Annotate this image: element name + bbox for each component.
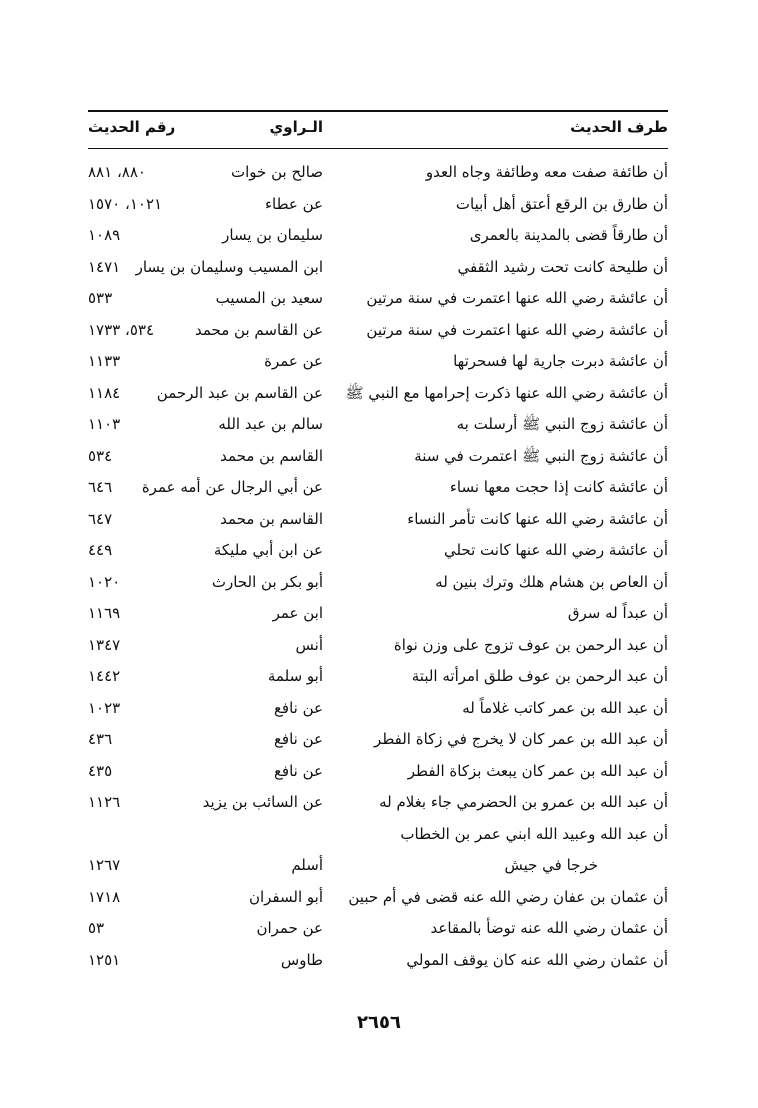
- narrator-cell: عن القاسم بن محمد: [195, 320, 323, 339]
- narrator-cell: سليمان بن يسار: [222, 226, 323, 244]
- narrator-cell: أبو سلمة: [267, 667, 323, 685]
- number-cell: ٥٣٣: [88, 289, 113, 307]
- index-table: [88, 110, 668, 969]
- hadith-cell: أن عبد الله بن عمر كان يبعث بزكاة الفطر: [407, 761, 668, 780]
- hadith-cell: أن عائشة زوج النبي ﷺ اعتمرت في سنة: [414, 446, 668, 465]
- number-cell: ١٠٢٠: [88, 572, 121, 591]
- table-header: [88, 118, 668, 148]
- hadith-cell: أن عبد الله بن عمر كاتب غلاماً له: [462, 698, 668, 717]
- hadith-cell: أن عبد الله بن عمرو بن الحضرمي جاء بغلام له: [379, 793, 668, 811]
- hadith-cell: أن عبد الله بن عمر كان لا يخرج في زكاة الفطر: [374, 730, 668, 748]
- narrator-cell: عن ابن أبي مليكة: [213, 541, 323, 559]
- table-row: [88, 792, 668, 824]
- hadith-cell: أن عائشة رضي الله عنها ذكرت إحرامها مع النبي ﷺ: [345, 383, 668, 402]
- page-number: ٢٦٥٦: [357, 1012, 401, 1033]
- table-row: [88, 446, 668, 478]
- hadith-cell: أن عثمان بن عفان رضي الله عنه قضى في أم حبين: [348, 887, 668, 906]
- narrator-cell: عن القاسم بن عبد الرحمن: [156, 383, 323, 402]
- table-row: [88, 666, 668, 698]
- hadith-cell: أن عبداً له سرق: [567, 604, 668, 622]
- narrator-cell: صالح بن خوات: [231, 163, 323, 181]
- table-row: [88, 477, 668, 509]
- table-row: [88, 320, 668, 352]
- number-cell: ١١٣٣: [88, 352, 121, 370]
- number-cell: ١١٠٣: [88, 415, 121, 433]
- number-cell: ١٠٢١، ١٥٧٠: [88, 194, 163, 213]
- narrator-cell: سالم بن عبد الله: [218, 415, 323, 433]
- table-row: [88, 635, 668, 667]
- narrator-cell: أنس: [295, 635, 323, 654]
- table-row: [88, 887, 668, 919]
- number-cell: ٨٨٠، ٨٨١: [88, 163, 146, 181]
- number-cell: ١١٦٩: [88, 604, 121, 622]
- narrator-cell: عن عطاء: [264, 194, 323, 213]
- table-row: [88, 950, 668, 982]
- number-cell: ٥٣٤، ١٧٣٣: [88, 320, 155, 339]
- hadith-cell: أن عائشة كانت إذا حجت معها نساء: [449, 478, 668, 496]
- hadith-cell: أن عائشة رضي الله عنها كانت تأمر النساء: [407, 509, 668, 528]
- narrator-cell: عن السائب بن يزيد: [202, 793, 323, 811]
- hadith-cell: أن عائشة رضي الله عنها كانت تحلي: [443, 541, 668, 559]
- hadith-cell: أن عائشة رضي الله عنها اعتمرت في سنة مرتين: [366, 320, 668, 339]
- number-cell: ٦٤٦: [88, 478, 113, 496]
- table-row: [88, 603, 668, 635]
- hadith-cell: أن عثمان رضي الله عنه توضأ بالمقاعد: [430, 919, 668, 937]
- table-row: [88, 225, 668, 257]
- number-cell: ١٢٥١: [88, 950, 121, 969]
- hadith-cell: أن عبد الرحمن بن عوف تزوج على وزن نواة: [393, 635, 668, 654]
- number-cell: ١٧١٨: [88, 887, 121, 906]
- hadith-cell: أن عبد الرحمن بن عوف طلق امرأته البتة: [411, 667, 668, 685]
- hadith-cell: أن عثمان رضي الله عنه كان يوقف المولي: [406, 950, 668, 969]
- header-narrator: الـراوي: [269, 118, 323, 136]
- header-rule: [88, 148, 668, 149]
- hadith-cell: خرجا في جيش: [504, 856, 598, 874]
- table-row: [88, 855, 668, 887]
- table-row: [88, 194, 668, 226]
- table-row: [88, 729, 668, 761]
- number-cell: ٥٣: [88, 919, 105, 937]
- table-row: [88, 824, 668, 856]
- narrator-cell: أبو بكر بن الحارث: [211, 572, 323, 591]
- number-cell: ١٤٤٢: [88, 667, 121, 685]
- top-rule: [88, 110, 668, 112]
- table-row: [88, 509, 668, 541]
- table-row: [88, 761, 668, 793]
- hadith-cell: أن طليحة كانت تحت رشيد الثقفي: [457, 257, 668, 276]
- hadith-cell: أن عائشة رضي الله عنها اعتمرت في سنة مرتين: [366, 289, 668, 307]
- hadith-cell: أن عائشة زوج النبي ﷺ أرسلت به: [456, 415, 668, 433]
- table-row: [88, 572, 668, 604]
- table-row: [88, 414, 668, 446]
- narrator-cell: سعيد بن المسيب: [215, 289, 323, 307]
- table-row: [88, 383, 668, 415]
- narrator-cell: ابن عمر: [272, 604, 323, 622]
- narrator-cell: أبو السفران: [248, 887, 323, 906]
- narrator-cell: القاسم بن محمد: [220, 509, 323, 528]
- table-row: [88, 288, 668, 320]
- table-row: [88, 698, 668, 730]
- number-cell: ٤٤٩: [88, 541, 113, 559]
- number-cell: ١٤٧١: [88, 257, 121, 276]
- hadith-cell: أن طائفة صفت معه وطائفة وجاه العدو: [425, 163, 668, 181]
- narrator-cell: عن نافع: [273, 761, 323, 780]
- hadith-cell: أن طارقاً قضى بالمدينة بالعمرى: [469, 226, 668, 244]
- number-cell: ١٢٦٧: [88, 856, 121, 874]
- number-cell: ٦٤٧: [88, 509, 113, 528]
- number-cell: ١٠٨٩: [88, 226, 121, 244]
- narrator-cell: ابن المسيب وسليمان بن يسار: [135, 257, 323, 276]
- table-row: [88, 162, 668, 194]
- table-body: [88, 162, 668, 981]
- hadith-cell: أن العاص بن هشام هلك وترك بنين له: [435, 572, 668, 591]
- narrator-cell: عن حمران: [256, 919, 323, 937]
- table-row: [88, 351, 668, 383]
- number-cell: ١١٢٦: [88, 793, 121, 811]
- number-cell: ١١٨٤: [88, 383, 121, 402]
- hadith-cell: أن طارق بن الرقع أعتق أهل أبيات: [455, 194, 668, 213]
- hadith-cell: أن عائشة دبرت جارية لها فسحرتها: [453, 352, 668, 370]
- narrator-cell: القاسم بن محمد: [220, 446, 323, 465]
- header-number: رقم الحديث: [88, 118, 176, 136]
- number-cell: ١٣٤٧: [88, 635, 121, 654]
- narrator-cell: عن نافع: [273, 698, 323, 717]
- number-cell: ١٠٢٣: [88, 698, 121, 717]
- number-cell: ٤٣٥: [88, 761, 113, 780]
- narrator-cell: عن نافع: [273, 730, 323, 748]
- narrator-cell: طاوس: [280, 950, 323, 969]
- number-cell: ٤٣٦: [88, 730, 113, 748]
- narrator-cell: عن أبي الرجال عن أمه عمرة: [141, 478, 323, 496]
- header-hadith: طرف الحديث: [570, 118, 668, 136]
- table-row: [88, 918, 668, 950]
- narrator-cell: أسلم: [291, 856, 323, 874]
- narrator-cell: عن عمرة: [264, 352, 323, 370]
- hadith-cell: أن عبد الله وعبيد الله ابني عمر بن الخطاب: [400, 824, 668, 843]
- table-row: [88, 257, 668, 289]
- number-cell: ٥٣٤: [88, 446, 113, 465]
- table-row: [88, 540, 668, 572]
